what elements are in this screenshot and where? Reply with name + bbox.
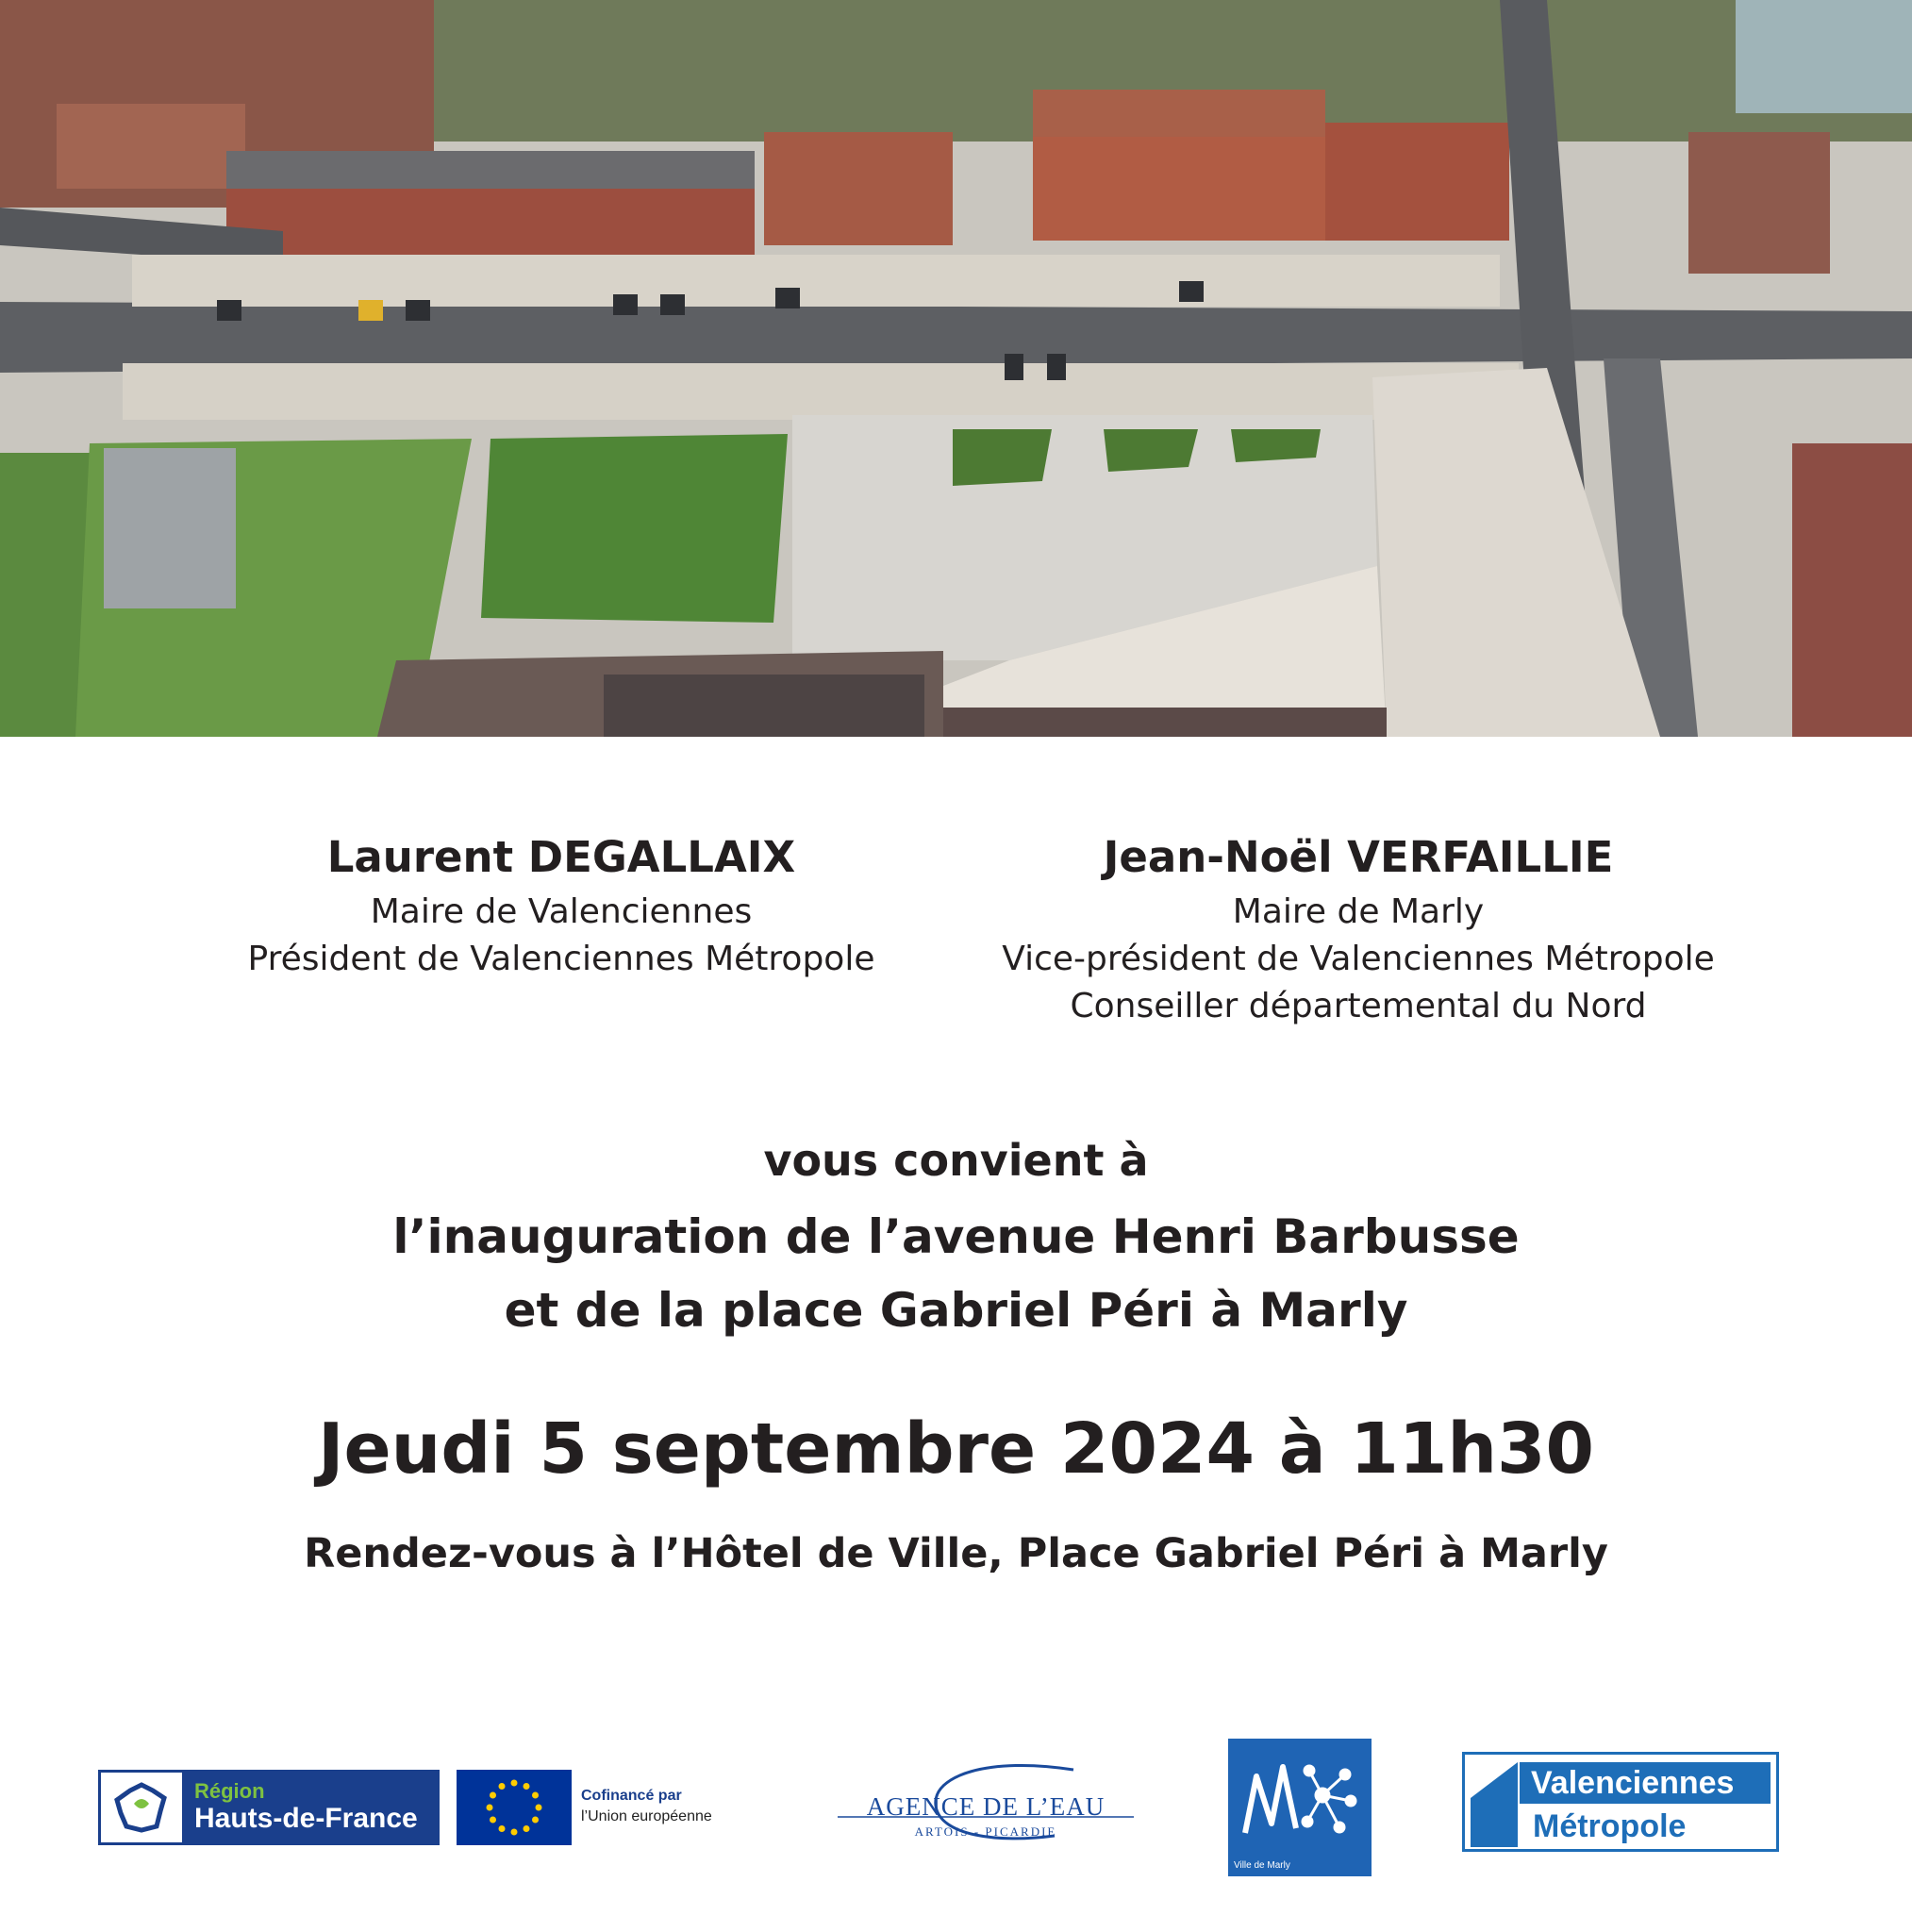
france-map-icon <box>98 1770 185 1845</box>
agence-title: AGENCE DE L’EAU <box>866 1792 1106 1821</box>
region-label: Région <box>194 1779 265 1803</box>
event-venue: Rendez-vous à l’Hôtel de Ville, Place Gabriel Péri à Marly <box>304 1530 1608 1577</box>
eu-cofinancing-text <box>581 1786 712 1827</box>
invitation-intro: vous convient à <box>763 1135 1149 1186</box>
eu-line1: Cofinancé par <box>581 1788 682 1804</box>
region-name: Hauts-de-France <box>194 1803 418 1834</box>
agence-subtitle: ARTOIS - PICARDIE <box>914 1824 1057 1839</box>
event-date: Jeudi 5 septembre 2024 à 11h30 <box>317 1408 1595 1490</box>
invitation-title-line2: et de la place Gabriel Péri à Marly <box>504 1283 1408 1338</box>
eu-flag-logo <box>457 1770 572 1845</box>
host-role: Vice-président de Valenciennes Métropole <box>1002 940 1715 978</box>
ville-de-marly-logo <box>1228 1739 1372 1876</box>
eu-line2: l’Union européenne <box>581 1808 712 1824</box>
marly-caption: Ville de Marly <box>1234 1860 1290 1871</box>
region-hauts-de-france-logo <box>98 1770 440 1845</box>
aerial-photo-drawing <box>0 0 1912 737</box>
host-role: Président de Valenciennes Métropole <box>247 940 875 978</box>
host-name: Jean-Noël VERFAILLIE <box>1103 832 1614 882</box>
valm-line1: Valenciennes <box>1520 1762 1771 1804</box>
eu-stars-icon <box>481 1774 547 1840</box>
marly-emblem-icon <box>1228 1739 1372 1861</box>
host-name: Laurent DEGALLAIX <box>326 832 796 882</box>
aerial-photo <box>0 0 1912 737</box>
valenciennes-triangle-icon <box>1471 1760 1527 1847</box>
host-role: Maire de Marly <box>1232 892 1485 931</box>
invitation-title-line1: l’inauguration de l’avenue Henri Barbusse <box>392 1209 1520 1264</box>
host-role: Maire de Valenciennes <box>370 892 753 931</box>
valm-line2: Métropole <box>1533 1808 1687 1844</box>
host-role: Conseiller départemental du Nord <box>1070 987 1647 1025</box>
host-left <box>217 830 906 983</box>
valenciennes-metropole-logo <box>1462 1752 1779 1852</box>
host-right <box>1000 830 1717 1030</box>
agence-de-l-eau-logo <box>838 1757 1134 1851</box>
